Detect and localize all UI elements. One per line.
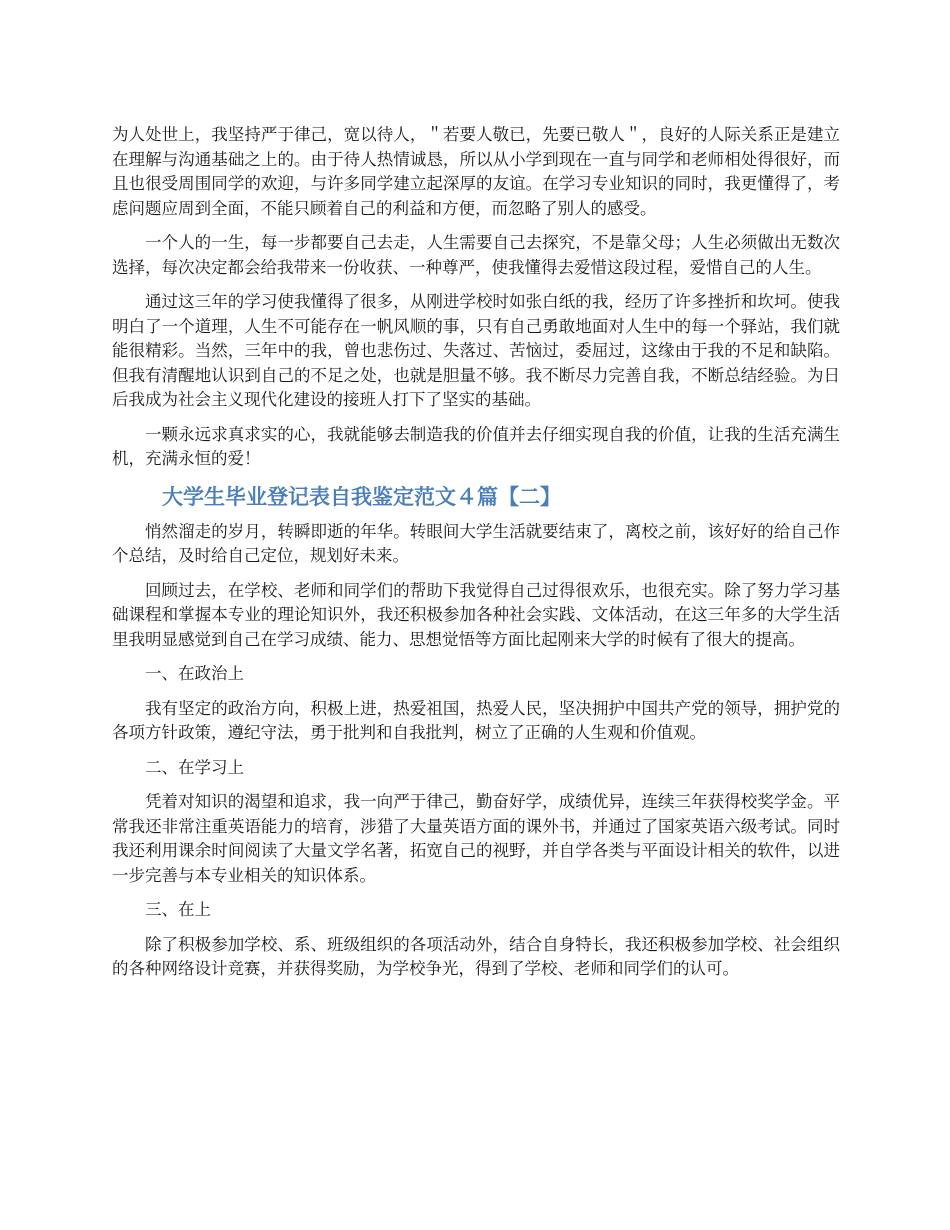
section-heading: 大学生毕业登记表自我鉴定范文４篇【二】 <box>162 484 561 509</box>
paragraph-study: 凭着对知识的渴望和追求，我一向严于律己，勤奋好学，成绩优异，连续三年获得校奖学金。平常我还非常注重英语能力的培育，涉猎了大量英语方面的课外书，并通过了国家英语六级考试。同时我还利用课余时间阅读了大量文学名著，拓宽自己的视野，并自学各类与平面设计相关的软件，以进一步完善与本专业相关的知识体系。 <box>112 792 840 885</box>
section-label-activities: 三、在上 <box>145 900 211 919</box>
paragraph-activities: 除了积极参加学校、系、班级组织的各项活动外，结合自身特长，我还积极参加学校、社会组织的各种网络设计竞赛，并获得奖励，为学校争光，得到了学校、老师和同学们的认可。 <box>112 934 840 978</box>
section-label-politics: 一、在政治上 <box>145 664 244 683</box>
paragraph-intro-years: 悄然溜走的岁月，转瞬即逝的年华。转眼间大学生活就要结束了，离校之前，该好好的给自己作个总结，及时给自己定位，规划好未来。 <box>112 521 840 565</box>
paragraph-three-years: 通过这三年的学习使我懂得了很多，从刚进学校时如张白纸的我，经历了许多挫折和坎坷。使我明白了一个道理，人生不可能存在一帆风顺的事，只有自己勇敢地面对人生中的每一个驿站，我们就能很精彩。当然，三年中的我，曾也悲伤过、失落过、苦恼过，委屈过，这缘由于我的不足和缺陷。但我有清醒地认识到自己的不足之处，也就是胆量不够。我不断尽力完善自我，不断总结经验。为日后我成为社会主义现代化建设的接班人打下了坚实的基础。 <box>112 292 840 409</box>
section-label-study: 二、在学习上 <box>145 757 244 777</box>
paragraph-life-choices: 一个人的一生，每一步都要自己去走，人生需要自己去探究，不是靠父母；人生必须做出无数次选择，每次决定都会给我带来一份收获、一种尊严，使我懂得去爱惜这段过程，爱惜自己的人生。 <box>112 233 840 277</box>
document-body <box>112 123 840 992</box>
paragraph-sincere-heart: 一颗永远求真求实的心，我就能够去制造我的价值并去仔细实现自我的价值，让我的生活充满生机，充满永恒的爱！ <box>112 424 840 468</box>
paragraph-interpersonal: 为人处世上，我坚持严于律己，宽以待人，＂若要人敬已，先要已敬人＂，良好的人际关系正是建立在理解与沟通基础之上的。由于待人热情诚恳，所以从小学到现在一直与同学和老师相处得很好，而且也很受周围同学的欢迎，与许多同学建立起深厚的友谊。在学习专业知识的同时，我更懂得了，考虑问题应周到全面，不能只顾着自己的利益和方便，而忽略了别人的感受。 <box>112 125 840 218</box>
paragraph-intro-review: 回顾过去，在学校、老师和同学们的帮助下我觉得自己过得很欢乐，也很充实。除了努力学习基础课程和掌握本专业的理论知识外，我还积极参加各种社会实践、文体活动，在这三年多的大学生活里我明显感觉到自己在学习成绩、能力、思想觉悟等方面比起刚来大学的时候有了很大的提高。 <box>112 580 840 649</box>
paragraph-politics: 我有坚定的政治方向，积极上进，热爱祖国，热爱人民，坚决拥护中国共产党的领导，拥护党的各项方针政策，遵纪守法，勇于批判和自我批判，树立了正确的人生观和价值观。 <box>112 698 840 742</box>
